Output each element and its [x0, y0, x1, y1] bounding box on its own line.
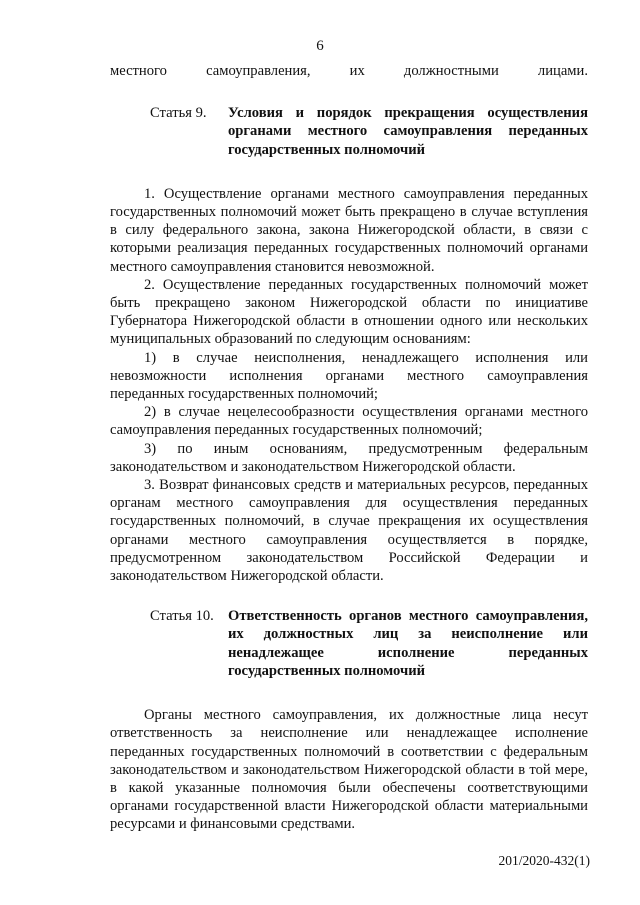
article-10-paragraph: Органы местного самоуправления, их должностные лица несут ответственность за неисполнение или ненадлежащее исполнение переданных государственных полномочий в соответствии с федеральным законодательством и законодательством Нижегородской области в той мере, в какой указанные полномочия были обеспечены соответствующими органами государственной власти Нижегородской области материальными ресурсами и финансовыми средствами. [110, 707, 588, 833]
page-content [110, 62, 588, 834]
article-9-item-1: 1) в случае неисполнения, ненадлежащего исполнения или невозможности исполнения органами местного самоуправления переданных государственных полномочий; [110, 349, 588, 403]
article-9-item-2: 2) в случае нецелесообразности осуществления органами местного самоуправления переданных государственных полномочий; [110, 404, 588, 439]
article-9-body [110, 185, 588, 585]
article-9-heading [150, 104, 588, 159]
page-number: 6 [316, 38, 324, 54]
article-9-item-3: 3) по иным основаниям, предусмотренным федеральным законодательством и законодательством Нижегородской области. [110, 440, 588, 475]
document-code: 201/2020-432(1) [498, 853, 590, 868]
article-10-body [110, 706, 588, 833]
article-9-paragraph-2: 2. Осуществление переданных государственных полномочий может быть прекращено законом Нижегородской области по инициативе Губернатора Нижегородской области в отношении одного или нескольких муниципальных образований по следующим основаниям: [110, 276, 588, 348]
article-9-title: Условия и порядок прекращения осуществления органами местного самоуправления переданных государственных полномочий [228, 105, 588, 158]
article-10-label: Статья 10. [150, 608, 214, 625]
lead-line: местного самоуправления, их должностными лицами. [110, 63, 588, 79]
article-9-paragraph-3: 3. Возврат финансовых средств и материальных ресурсов, переданных органам местного самоуправления для осуществления переданных государственных полномочий, в случае прекращения их осуществления органами местного самоуправления осуществляется в порядке, предусмотренном законодательством Российской Федерации и законодательством Нижегородской области. [110, 477, 588, 585]
article-9-paragraph-1: 1. Осуществление органами местного самоуправления переданных государственных полномочий может быть прекращено в случае вступления в силу федерального закона, закона Нижегородской области, в связи с которыми реализация переданных государственных полномочий органами местного самоуправления становится невозможной. [110, 185, 588, 275]
article-10-heading [150, 607, 588, 680]
article-9-label: Статья 9. [150, 105, 207, 122]
article-10-title: Ответственность органов местного самоуправления, их должностных лиц за неисполнение или ненадлежащее исполнение переданных государственных полномочий [228, 608, 588, 679]
